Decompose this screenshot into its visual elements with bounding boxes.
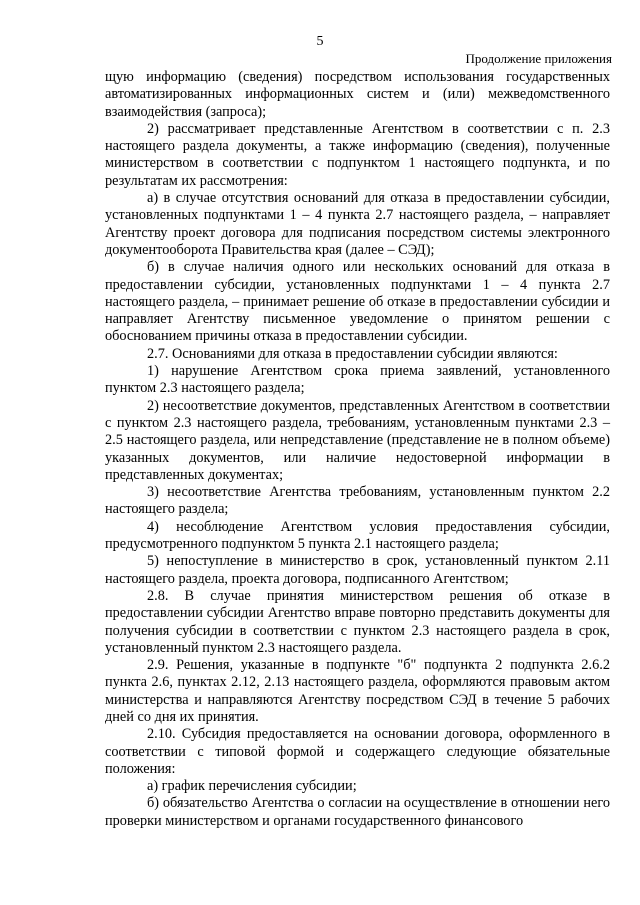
- paragraph-2-10: 2.10. Субсидия предоставляется на основании договора, оформленного в соответствии с типовой формой и содержащего следующие обязательные положения:: [105, 726, 610, 777]
- paragraph-2-7-item-5: 5) непоступление в министерство в срок, установленный пунктом 2.11 настоящего раздела, проекта договора, подписанного Агентством;: [105, 553, 610, 587]
- paragraph-item-2: 2) рассматривает представленные Агентством в соответствии с п. 2.3 настоящего раздела документы, а также информацию (сведения), полученные министерством в соответствии с подпунктом 1 настоящего подпункта, и по результатам их рассмотрения:: [105, 120, 610, 189]
- paragraph-2-9: 2.9. Решения, указанные в подпункте "б" подпункта 2 подпункта 2.6.2 пункта 2.6, пунктах 2.12, 2.13 настоящего раздела, оформляются правовым актом министерства и направляются Агентству посредством СЭД в течение 5 рабочих дней со дня их принятия.: [105, 657, 610, 725]
- paragraph-2-10-item-b: б) обязательство Агентства о согласии на осуществление в отношении него проверки министерством и органами государственного финансового: [105, 795, 610, 829]
- paragraph-continuation: щую информацию (сведения) посредством использования государственных автоматизированных информационных систем и (или) межведомственного взаимодействия (запроса);: [105, 69, 610, 120]
- paragraph-subitem-a: а) в случае отсутствия оснований для отказа в предоставлении субсидии, установленных подпунктами 1 – 4 пункта 2.7 настоящего раздела, – направляет Агентству проект договора для подписания посредством системы электронного документооборота Правительства края (далее – СЭД);: [105, 190, 610, 258]
- paragraph-2-10-item-a: а) график перечисления субсидии;: [147, 778, 357, 795]
- paragraph-2-8: 2.8. В случае принятия министерством решения об отказе в предоставлении субсидии Агентство вправе повторно представить документы для получения субсидии в соответствии с пунктом 2.3 настоящего раздела в срок, установленный пунктом 2.3 настоящего раздела.: [105, 587, 610, 656]
- paragraph-2-7: 2.7. Основаниями для отказа в предоставлении субсидии являются:: [147, 345, 558, 362]
- page-number: 5: [316, 34, 324, 49]
- paragraph-subitem-b: б) в случае наличия одного или нескольких оснований для отказа в предоставлении субсидии, установленных подпунктами 1 – 4 пункта 2.7 настоящего раздела, – принимает решение об отказе в предоставлении субсидии и направляет Агентству письменное уведомление о принятом решении с обоснованием причины отказа в предоставлении субсидии.: [105, 259, 610, 345]
- running-header: Продолжение приложения: [465, 51, 612, 66]
- paragraph-2-7-item-4: 4) несоблюдение Агентством условия предоставления субсидии, предусмотренного подпунктом 5 пункта 2.1 настоящего раздела;: [105, 518, 610, 553]
- paragraph-2-7-item-3: 3) несоответствие Агентства требованиям, установленным пунктом 2.2 настоящего раздела;: [105, 484, 610, 518]
- paragraph-2-7-item-2: 2) несоответствие документов, представленных Агентством в соответствии с пунктом 2.3 настоящего раздела, требованиям, установленным пунктами 2.3 – 2.5 настоящего раздела, или непредставление (представление не в полном объеме) указанных документов, или наличие недостоверной информации в представленных документах;: [105, 397, 610, 483]
- paragraph-2-7-item-1: 1) нарушение Агентством срока приема заявлений, установленного пунктом 2.3 настоящего раздела;: [105, 363, 610, 397]
- document-body: [105, 69, 610, 830]
